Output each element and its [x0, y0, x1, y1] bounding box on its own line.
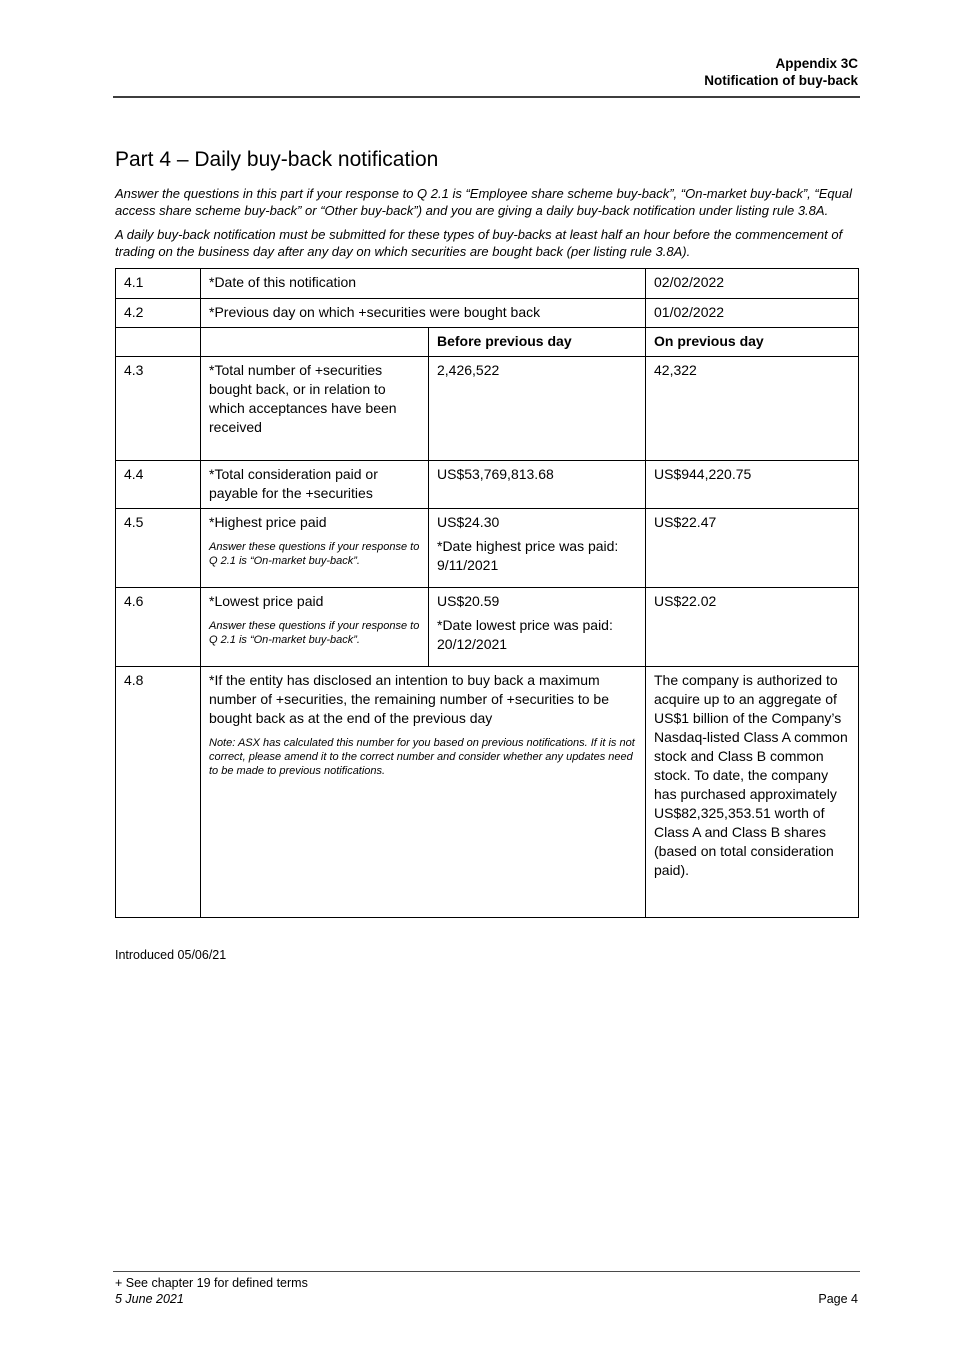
row-4-5-number: 4.5: [116, 509, 201, 588]
header-empty-cell-2: [201, 328, 429, 357]
row-4-6-number: 4.6: [116, 588, 201, 667]
row-4-3-label: *Total number of +securities bought back, or in relation to which acceptances have been received: [201, 357, 429, 461]
appendix-label: Appendix 3C: [775, 56, 858, 71]
footer-date: 5 June 2021: [115, 1292, 184, 1306]
row-4-6-label: *Lowest price paid: [209, 593, 324, 609]
table-row-4-6: [116, 588, 859, 667]
row-4-5-value-before-cell: [429, 509, 646, 588]
table-row-4-3: [116, 357, 859, 461]
intro-paragraph-1: Answer the questions in this part if your response to Q 2.1 is “Employee share scheme buy-back”, “On-market buy-back”, “Equal access share scheme buy-back” or “Other buy-back”) and you are giving a daily buy-back notification under listing rule 3.8A.: [115, 186, 852, 218]
row-4-6-label-cell: [201, 588, 429, 667]
row-4-6-price-before: US$20.59: [437, 593, 500, 609]
table-column-header-row: [116, 328, 859, 357]
footer-left: [115, 1275, 308, 1307]
row-4-2-number: 4.2: [116, 299, 201, 328]
row-4-4-value-on: US$944,220.75: [646, 461, 859, 509]
page-footer: [115, 1275, 858, 1307]
row-4-1-number: 4.1: [116, 269, 201, 299]
row-4-8-value: The company is authorized to acquire up to an aggregate of US$1 billion of the Company’s Nasdaq-listed Class A common stock and Class B common stock. To date, the company has purchased approximately US$82,325,353.51 worth of Class A and Class B shares (based on total consideration paid).: [646, 667, 859, 918]
row-4-8-number: 4.8: [116, 667, 201, 918]
column-header-on-previous-day: On previous day: [646, 328, 859, 357]
footer-rule: [113, 1271, 860, 1272]
row-4-6-value-on: US$22.02: [646, 588, 859, 667]
content-area: [115, 0, 858, 963]
table-row-4-2: [116, 299, 859, 328]
footer-defined-terms: + See chapter 19 for defined terms: [115, 1276, 308, 1290]
intro-paragraph-2: A daily buy-back notification must be submitted for these types of buy-backs at least half an hour before the commencement of trading on the business day after any day on which securities are bought back (per listing rule 3.8A).: [115, 227, 843, 259]
row-4-3-number: 4.3: [116, 357, 201, 461]
row-4-8-note: Note: ASX has calculated this number for you based on previous notifications. If it is not correct, please amend it to the correct number and consider whether any updates need to be made to previous notifications.: [209, 737, 635, 777]
row-4-5-note: Answer these questions if your response to Q 2.1 is “On-market buy-back”.: [209, 541, 420, 567]
row-4-5-label: *Highest price paid: [209, 514, 327, 530]
table-row-4-1: [116, 269, 859, 299]
row-4-5-date-before: *Date highest price was paid: 9/11/2021: [437, 538, 619, 573]
row-4-8-label-cell: [201, 667, 646, 918]
row-4-2-label: *Previous day on which +securities were bought back: [201, 299, 646, 328]
row-4-3-value-before: 2,426,522: [429, 357, 646, 461]
row-4-4-value-before: US$53,769,813.68: [429, 461, 646, 509]
row-4-8-label: *If the entity has disclosed an intention to buy back a maximum number of +securities, the remaining number of +securities to be bought back as at the end of the previous day: [209, 672, 609, 726]
table-row-4-4: [116, 461, 859, 509]
table-row-4-8: [116, 667, 859, 918]
row-4-3-value-on: 42,322: [646, 357, 859, 461]
introduced-note: Introduced 05/06/21: [115, 948, 227, 962]
row-4-6-value-before-cell: [429, 588, 646, 667]
row-4-1-label: *Date of this notification: [201, 269, 646, 299]
row-4-5-value-on: US$22.47: [646, 509, 859, 588]
part-title: Part 4 – Daily buy-back notification: [115, 148, 439, 171]
row-4-5-label-cell: [201, 509, 429, 588]
row-4-2-value: 01/02/2022: [646, 299, 859, 328]
row-4-4-number: 4.4: [116, 461, 201, 509]
column-header-before-previous-day: Before previous day: [429, 328, 646, 357]
footer-page-number: Page 4: [818, 1292, 858, 1306]
form-name-label: Notification of buy-back: [704, 73, 858, 88]
header-empty-cell-1: [116, 328, 201, 357]
buyback-table: [115, 268, 859, 918]
row-4-6-note: Answer these questions if your response to Q 2.1 is “On-market buy-back”.: [209, 620, 420, 646]
table-row-4-5: [116, 509, 859, 588]
row-4-4-label: *Total consideration paid or payable for the +securities: [201, 461, 429, 509]
row-4-6-date-before: *Date lowest price was paid: 20/12/2021: [437, 617, 613, 652]
row-4-5-price-before: US$24.30: [437, 514, 500, 530]
row-4-1-value: 02/02/2022: [646, 269, 859, 299]
